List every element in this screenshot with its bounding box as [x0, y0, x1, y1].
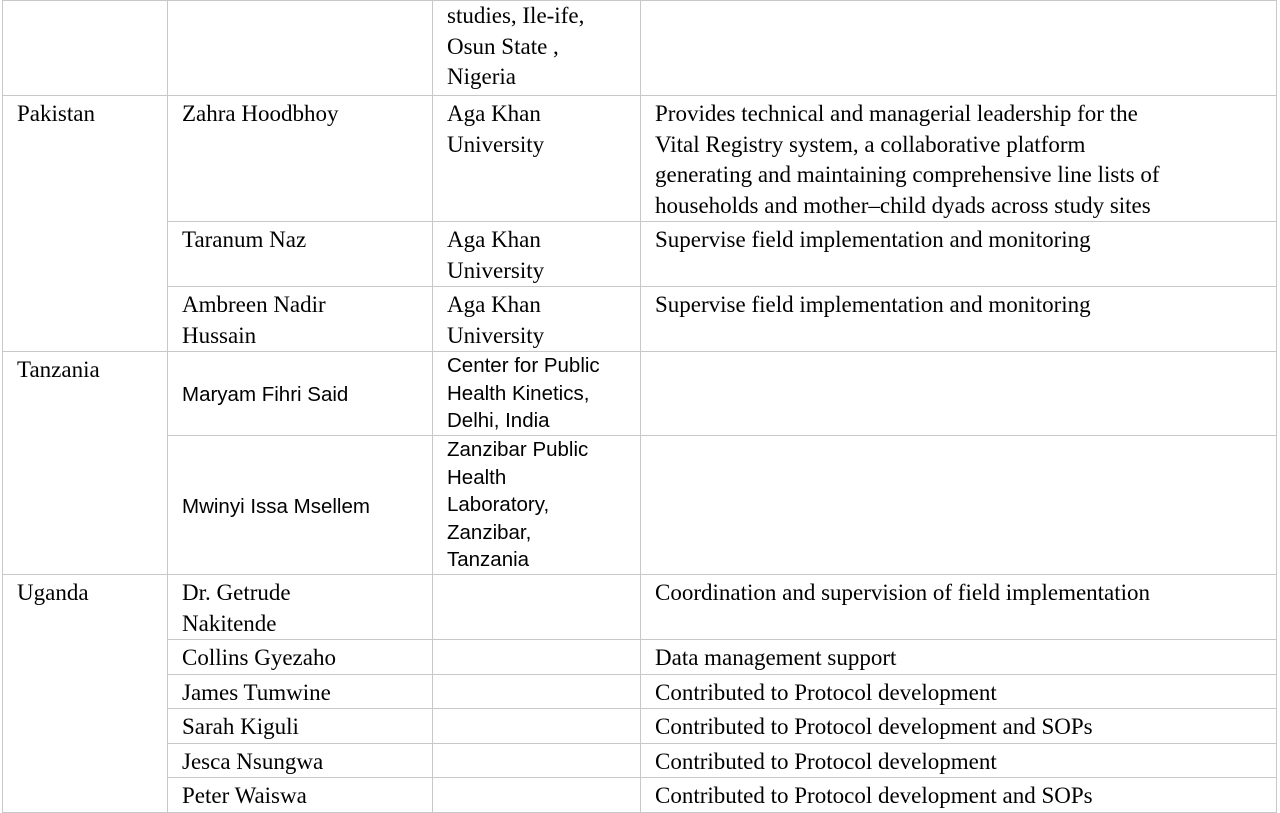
institution-cell [433, 96, 641, 222]
name-cell [168, 640, 433, 675]
person-name: Sarah Kiguli [182, 714, 299, 739]
role-cell [641, 640, 1277, 675]
role-line: households and mother–child dyads across study sites [655, 192, 1151, 218]
person-name: Dr. Getrude [182, 580, 291, 605]
role-cell [641, 222, 1277, 287]
name-cell [168, 96, 433, 222]
institution-line: Health Kinetics, [447, 381, 590, 405]
institution-line: Laboratory, [447, 493, 550, 516]
name-cell [168, 743, 433, 778]
table-row [3, 778, 1277, 813]
name-cell [168, 709, 433, 744]
table-row [3, 575, 1277, 640]
role-line: generating and maintaining comprehensive line lists of [655, 162, 1160, 187]
table-row [3, 674, 1277, 709]
person-name: Peter Waiswa [182, 783, 307, 808]
role-line: Provides technical and managerial leadership for the [655, 101, 1138, 126]
role-cell [641, 96, 1277, 222]
table-row [3, 352, 1277, 436]
name-cell [168, 575, 433, 640]
role-cell [641, 287, 1277, 352]
person-name: James Tumwine [182, 679, 331, 705]
person-name: Nakitende [182, 610, 277, 636]
role-line: Supervise field implementation and monitoring [655, 227, 1091, 252]
country-label: Tanzania [17, 357, 100, 382]
country-cell [3, 575, 168, 813]
institution-line: University [447, 322, 545, 348]
person-name: Mwinyi Issa Msellem [182, 494, 370, 518]
institution-cell [433, 743, 641, 778]
role-cell [641, 743, 1277, 778]
institution-line: Nigeria [447, 64, 516, 89]
role-cell [641, 674, 1277, 709]
table-row [3, 743, 1277, 778]
institution-line: Zanzibar Public [447, 438, 589, 461]
role-line: Contributed to Protocol development and SOPs [655, 714, 1093, 739]
name-cell [168, 436, 433, 575]
role-cell [641, 575, 1277, 640]
person-name: Hussain [182, 322, 257, 348]
institution-line: studies, Ile-ife, [447, 3, 585, 28]
name-cell [168, 352, 433, 436]
institution-line: University [447, 257, 545, 283]
table-row [3, 640, 1277, 675]
person-name: Jesca Nsungwa [182, 748, 324, 774]
institution-cell [433, 674, 641, 709]
person-name: Ambreen Nadir [182, 292, 326, 317]
institution-line: Zanzibar, [447, 520, 532, 544]
table-row [3, 287, 1277, 352]
name-cell [168, 222, 433, 287]
institution-line: Center for Public [447, 354, 600, 377]
role-line: Supervise field implementation and monitoring [655, 292, 1091, 317]
institution-cell [433, 709, 641, 744]
role-line: Coordination and supervision of field implementation [655, 580, 1151, 605]
institution-cell [433, 778, 641, 813]
institution-line: Osun State , [447, 33, 559, 59]
collaborators-table [2, 0, 1277, 813]
name-cell [168, 1, 433, 96]
role-cell [641, 709, 1277, 744]
table-row [3, 436, 1277, 575]
role-line: Data management support [655, 645, 897, 670]
name-cell [168, 674, 433, 709]
country-cell [3, 96, 168, 352]
institution-cell [433, 222, 641, 287]
person-name: Taranum Naz [182, 227, 307, 252]
role-cell [641, 436, 1277, 575]
table-row [3, 96, 1277, 222]
institution-line: Tanzania [447, 548, 530, 571]
table-row [3, 1, 1277, 96]
role-line: Vital Registry system, a collaborative platform [655, 131, 1086, 157]
person-name: Collins Gyezaho [182, 645, 336, 670]
table-row [3, 222, 1277, 287]
role-line: Contributed to Protocol development [655, 679, 997, 705]
role-line: Contributed to Protocol development and SOPs [655, 783, 1093, 808]
institution-cell [433, 287, 641, 352]
institution-line: Delhi, India [447, 409, 550, 432]
country-label: Pakistan [17, 101, 95, 126]
person-name: Maryam Fihri Said [182, 383, 349, 407]
role-line: Contributed to Protocol development [655, 748, 997, 774]
country-cell [3, 1, 168, 96]
institution-cell [433, 575, 641, 640]
country-label: Uganda [17, 580, 89, 605]
table-row [3, 709, 1277, 744]
name-cell [168, 287, 433, 352]
institution-cell [433, 352, 641, 436]
institution-cell [433, 640, 641, 675]
institution-line: Aga Khan [447, 292, 541, 317]
institution-cell [433, 1, 641, 96]
institution-line: Health [447, 465, 507, 489]
institution-line: University [447, 131, 545, 157]
person-name: Zahra Hoodbhoy [182, 101, 339, 126]
country-cell [3, 352, 168, 575]
role-cell [641, 1, 1277, 96]
name-cell [168, 778, 433, 813]
institution-line: Aga Khan [447, 101, 541, 126]
institution-cell [433, 436, 641, 575]
institution-line: Aga Khan [447, 227, 541, 252]
role-cell [641, 352, 1277, 436]
role-cell [641, 778, 1277, 813]
